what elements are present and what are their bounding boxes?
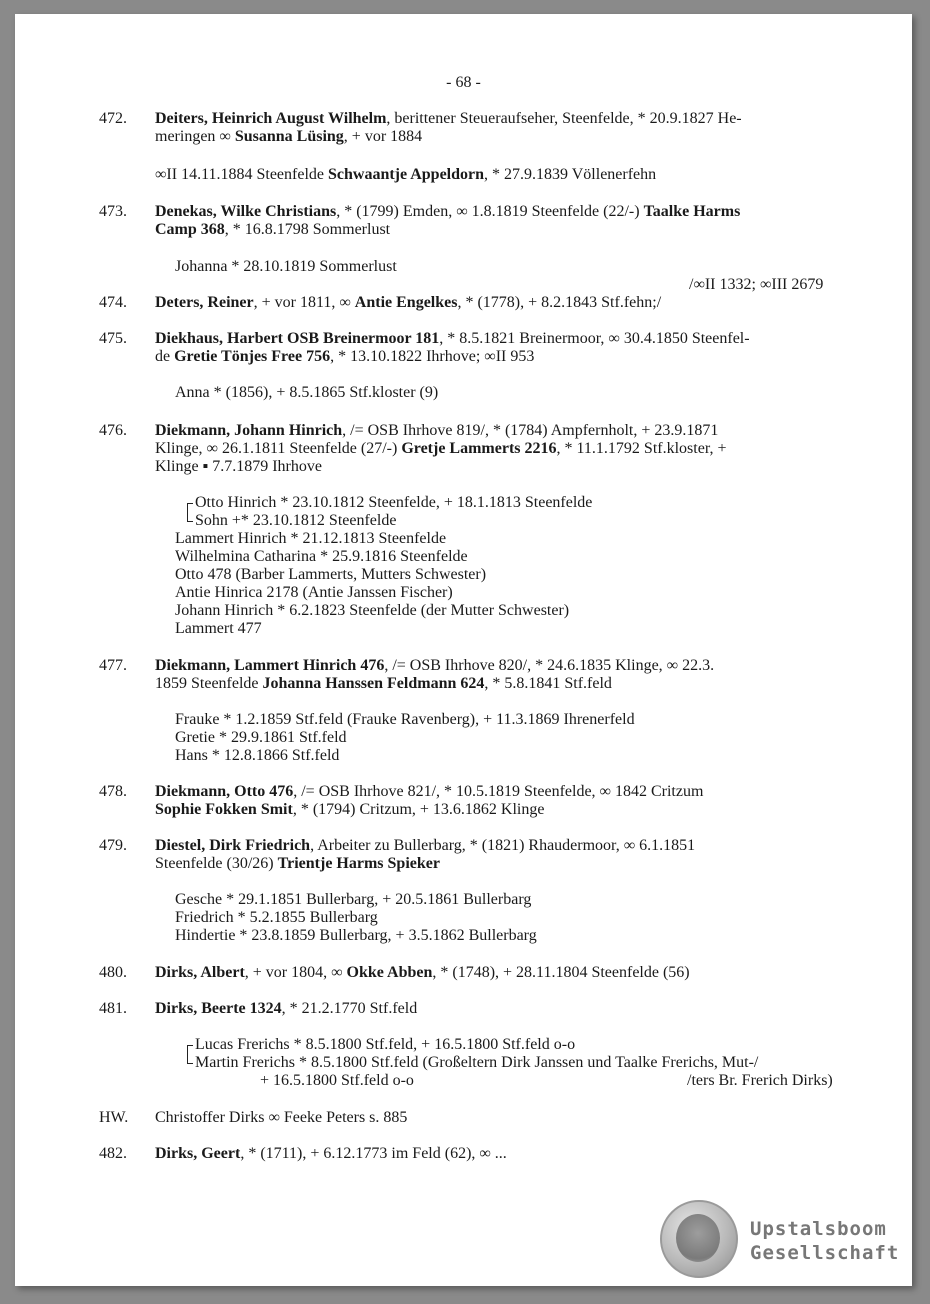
spouse-name: Gretje Lammerts 2216 [401,440,557,457]
child-line: Sohn +* 23.10.1812 Steenfelde [195,512,397,529]
child-line: Gretie * 29.9.1861 Stf.feld [175,729,347,746]
entry-detail: Klinge ▪ 7.7.1879 Ihrhove [155,458,322,475]
entry-detail: , * (1799) Emden, ∞ 1.8.1819 Steenfelde (22/-) [336,203,644,220]
entry-number: 476. [99,422,127,439]
entry-detail: , + vor 1804, ∞ [244,964,347,981]
twins-bracket [187,503,193,522]
seal-emblem [676,1214,720,1262]
spouse-name: Camp 368 [155,221,225,238]
entry-detail: ∞II 14.11.1884 Steenfelde [155,166,328,183]
brand-name-line1: Upstalsboom [750,1218,887,1240]
entry-detail: , * (1778), + 8.2.1843 Stf.fehn;/ [457,294,662,311]
child-line: Gesche * 29.1.1851 Bullerbarg, + 20.5.1861 Bullerbarg [175,891,532,908]
spouse-name: Antie Engelkes [354,294,458,311]
entry-text [155,110,855,146]
entry-detail: , + vor 1811, ∞ [253,294,355,311]
entry-detail: , * 16.8.1798 Sommerlust [224,221,391,238]
entry-detail: , + vor 1884 [343,128,423,145]
entry-detail: , * (1794) Critzum, + 13.6.1862 Klinge [292,801,545,818]
entry-detail: Steenfelde (30/26) [155,855,278,872]
twins-bracket [187,1045,193,1064]
entry-text [155,294,855,312]
spouse-name: Okke Abben [346,964,433,981]
person-name: Dirks, Beerte 1324 [155,1000,282,1017]
entry-number: HW. [99,1109,129,1126]
entry-number: 480. [99,964,127,981]
child-line: Otto 478 (Barber Lammerts, Mutters Schwester) [175,566,487,583]
document-page [15,14,912,1286]
entry-number: 474. [99,294,127,311]
entry-detail: , * 27.9.1839 Völlenerfehn [484,166,657,183]
entry-detail: , * 21.2.1770 Stf.feld [281,1000,418,1017]
entry-detail: , * 11.1.1792 Stf.kloster, + [556,440,727,457]
child-line: Lammert 477 [175,620,262,637]
seal-logo [660,1200,738,1278]
entry-detail: 1859 Steenfelde [155,675,263,692]
child-line: Hans * 12.8.1866 Stf.feld [175,747,340,764]
spouse-name: Schwaantje Appeldorn [328,166,485,183]
child-line: Johann Hinrich * 6.2.1823 Steenfelde (der Mutter Schwester) [175,602,570,619]
cross-reference-note: /∞II 1332; ∞III 2679 [689,276,824,293]
person-name: Deiters, Heinrich August Wilhelm [155,110,387,127]
entry-text [155,203,855,239]
child-line: Antie Hinrica 2178 (Antie Janssen Fischer) [175,584,453,601]
entry-number: 475. [99,330,127,347]
person-name: Denekas, Wilke Christians [155,203,337,220]
person-name: Dirks, Geert [155,1145,241,1162]
spouse-name: Johanna Hanssen Feldmann 624 [262,675,485,692]
person-name: Diekmann, Lammert Hinrich 476 [155,657,385,674]
entry-detail: , * 5.8.1841 Stf.feld [484,675,612,692]
person-name: Diestel, Dirk Friedrich [155,837,311,854]
entry-text [155,330,855,366]
spouse-name: Susanna Lüsing [234,128,344,145]
child-line: Anna * (1856), + 8.5.1865 Stf.kloster (9) [175,384,439,401]
person-name: Dirks, Albert [155,964,245,981]
entry-number: 482. [99,1145,127,1162]
person-name: Deters, Reiner [155,294,254,311]
child-line: Hindertie * 23.8.1859 Bullerbarg, + 3.5.1862 Bullerbarg [175,927,537,944]
entry-detail: , * (1748), + 28.11.1804 Steenfelde (56) [432,964,690,981]
person-name: Diekmann, Otto 476 [155,783,294,800]
entry-detail: , /= OSB Ihrhove 819/, * (1784) Ampfernholt, + 23.9.1871 [342,422,719,439]
entry-detail: , /= OSB Ihrhove 820/, * 24.6.1835 Klinge, ∞ 22.3. [384,657,715,674]
child-line: Otto Hinrich * 23.10.1812 Steenfelde, + 18.1.1813 Steenfelde [195,494,593,511]
spouse-name: Gretie Tönjes Free 756 [174,348,331,365]
child-line: + 16.5.1800 Stf.feld o-o [260,1072,414,1089]
entry-number: 473. [99,203,127,220]
spouse-name: Trientje Harms Spieker [277,855,440,872]
entry-detail: , berittener Steueraufseher, Steenfelde, * 20.9.1827 He- [386,110,742,127]
person-name: Diekmann, Johann Hinrich [155,422,343,439]
entry-detail: , Arbeiter zu Bullerbarg, * (1821) Rhaudermoor, ∞ 6.1.1851 [310,837,696,854]
child-line: Friedrich * 5.2.1855 Bullerbarg [175,909,378,926]
entry-detail: Klinge, ∞ 26.1.1811 Steenfelde (27/-) [155,440,402,457]
person-name: Diekhaus, Harbert OSB Breinermoor 181 [155,330,440,347]
child-line: Lammert Hinrich * 21.12.1813 Steenfelde [175,530,447,547]
entry-number: 478. [99,783,127,800]
entry-detail: , * 8.5.1821 Breinermoor, ∞ 30.4.1850 Steenfel- [439,330,750,347]
entry-text: Christoffer Dirks ∞ Feeke Peters s. 885 [155,1109,408,1126]
entry-text [155,422,855,476]
entry-text [155,657,855,693]
second-marriage-line [155,166,656,184]
child-line-continuation: /ters Br. Frerich Dirks) [687,1072,833,1089]
entry-text [155,964,855,982]
entry-text [155,783,855,819]
entry-number: 479. [99,837,127,854]
child-line: Johanna * 28.10.1819 Sommerlust [175,258,397,275]
entry-number: 477. [99,657,127,674]
entry-text [155,837,855,873]
child-line: Lucas Frerichs * 8.5.1800 Stf.feld, + 16.5.1800 Stf.feld o-o [195,1036,576,1053]
page-number: - 68 - [446,74,481,91]
spouse-name: Sophie Fokken Smit [155,801,293,818]
child-line: Martin Frerichs * 8.5.1800 Stf.feld (Großeltern Dirk Janssen und Taalke Frerichs, Mut-/ [195,1054,759,1071]
entry-number: 472. [99,110,127,127]
entry-detail: , /= OSB Ihrhove 821/, * 10.5.1819 Steenfelde, ∞ 1842 Critzum [293,783,704,800]
entry-detail: , * (1711), + 6.12.1773 im Feld (62), ∞ ... [240,1145,507,1162]
entry-text [155,1000,855,1018]
entry-number: 481. [99,1000,127,1017]
entry-detail: meringen ∞ [155,128,235,145]
brand-name-line2: Gesellschaft [750,1242,900,1264]
spouse-name: Taalke Harms [643,203,741,220]
entry-detail: , * 13.10.1822 Ihrhove; ∞II 953 [330,348,535,365]
child-line: Wilhelmina Catharina * 25.9.1816 Steenfelde [175,548,468,565]
entry-text [155,1145,855,1163]
child-line: Frauke * 1.2.1859 Stf.feld (Frauke Ravenberg), + 11.3.1869 Ihrenerfeld [175,711,635,728]
entry-detail: de [155,348,175,365]
